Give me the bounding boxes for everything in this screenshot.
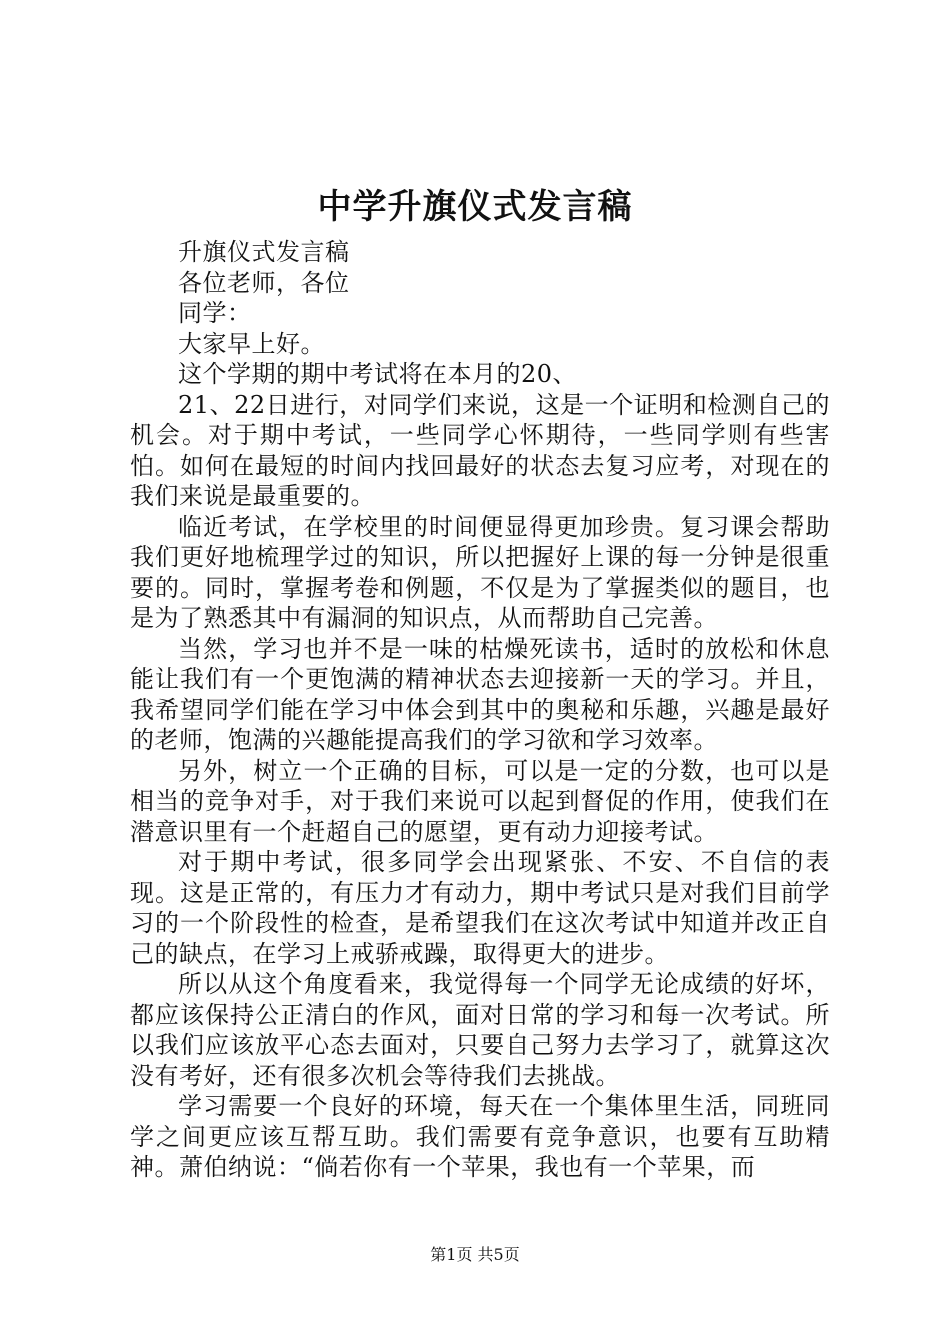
paragraph: 当然，学习也并不是一味的枯燥死读书，适时的放松和休息能让我们有一个更饱满的精神状态去迎接新一天的学习。并且，我希望同学们能在学习中体会到其中的奥秘和乐趣，兴趣是最好的老师，饱满的兴趣能提高我们的学习欲和学习效率。 xyxy=(130,634,830,754)
paragraph: 各位老师，各位 xyxy=(178,268,350,297)
document-body xyxy=(130,237,830,1183)
page-footer: 第1页 共5页 xyxy=(430,1245,520,1264)
document-title: 中学升旗仪式发言稿 xyxy=(317,187,633,227)
paragraph: 同学： xyxy=(178,299,252,327)
paragraph: 对于期中考试，很多同学会出现紧张、不安、不自信的表现。这是正常的，有压力才有动力，期中考试只是对我们目前学习的一个阶段性的检查，是希望我们在这次考试中知道并改正自己的缺点，在学习上戒骄戒躁，取得更大的进步。 xyxy=(130,848,830,968)
paragraph: 这个学期的期中考试将在本月的20、 xyxy=(178,360,578,388)
paragraph: 学习需要一个良好的环境，每天在一个集体里生活，同班同学之间更应该互帮互助。我们需要有竞争意识，也要有互助精神。萧伯纳说：“倘若你有一个苹果，我也有一个苹果，而 xyxy=(130,1092,830,1181)
paragraph: 大家早上好。 xyxy=(178,329,325,358)
paragraph: 另外，树立一个正确的目标，可以是一定的分数，也可以是相当的竞争对手，对于我们来说可以起到督促的作用，使我们在潜意识里有一个赶超自己的愿望，更有动力迎接考试。 xyxy=(130,756,830,846)
paragraph: 21、22日进行，对同学们来说，这是一个证明和检测自己的机会。对于期中考试，一些同学心怀期待，一些同学则有些害怕。如何在最短的时间内找回最好的状态去复习应考，对现在的我们来说是最重要的。 xyxy=(130,390,830,510)
paragraph: 临近考试，在学校里的时间便显得更加珍贵。复习课会帮助我们更好地梳理学过的知识，所以把握好上课的每一分钟是很重要的。同时，掌握考卷和例题，不仅是为了掌握类似的题目，也是为了熟悉其中有漏洞的知识点，从而帮助自己完善。 xyxy=(130,512,830,632)
paragraph: 升旗仪式发言稿 xyxy=(178,238,350,266)
paragraph: 所以从这个角度看来，我觉得每一个同学无论成绩的好坏，都应该保持公正清白的作风，面对日常的学习和每一次考试。所以我们应该放平心态去面对，只要自己努力去学习了，就算这次没有考好，还有很多次机会等待我们去挑战。 xyxy=(130,970,830,1090)
